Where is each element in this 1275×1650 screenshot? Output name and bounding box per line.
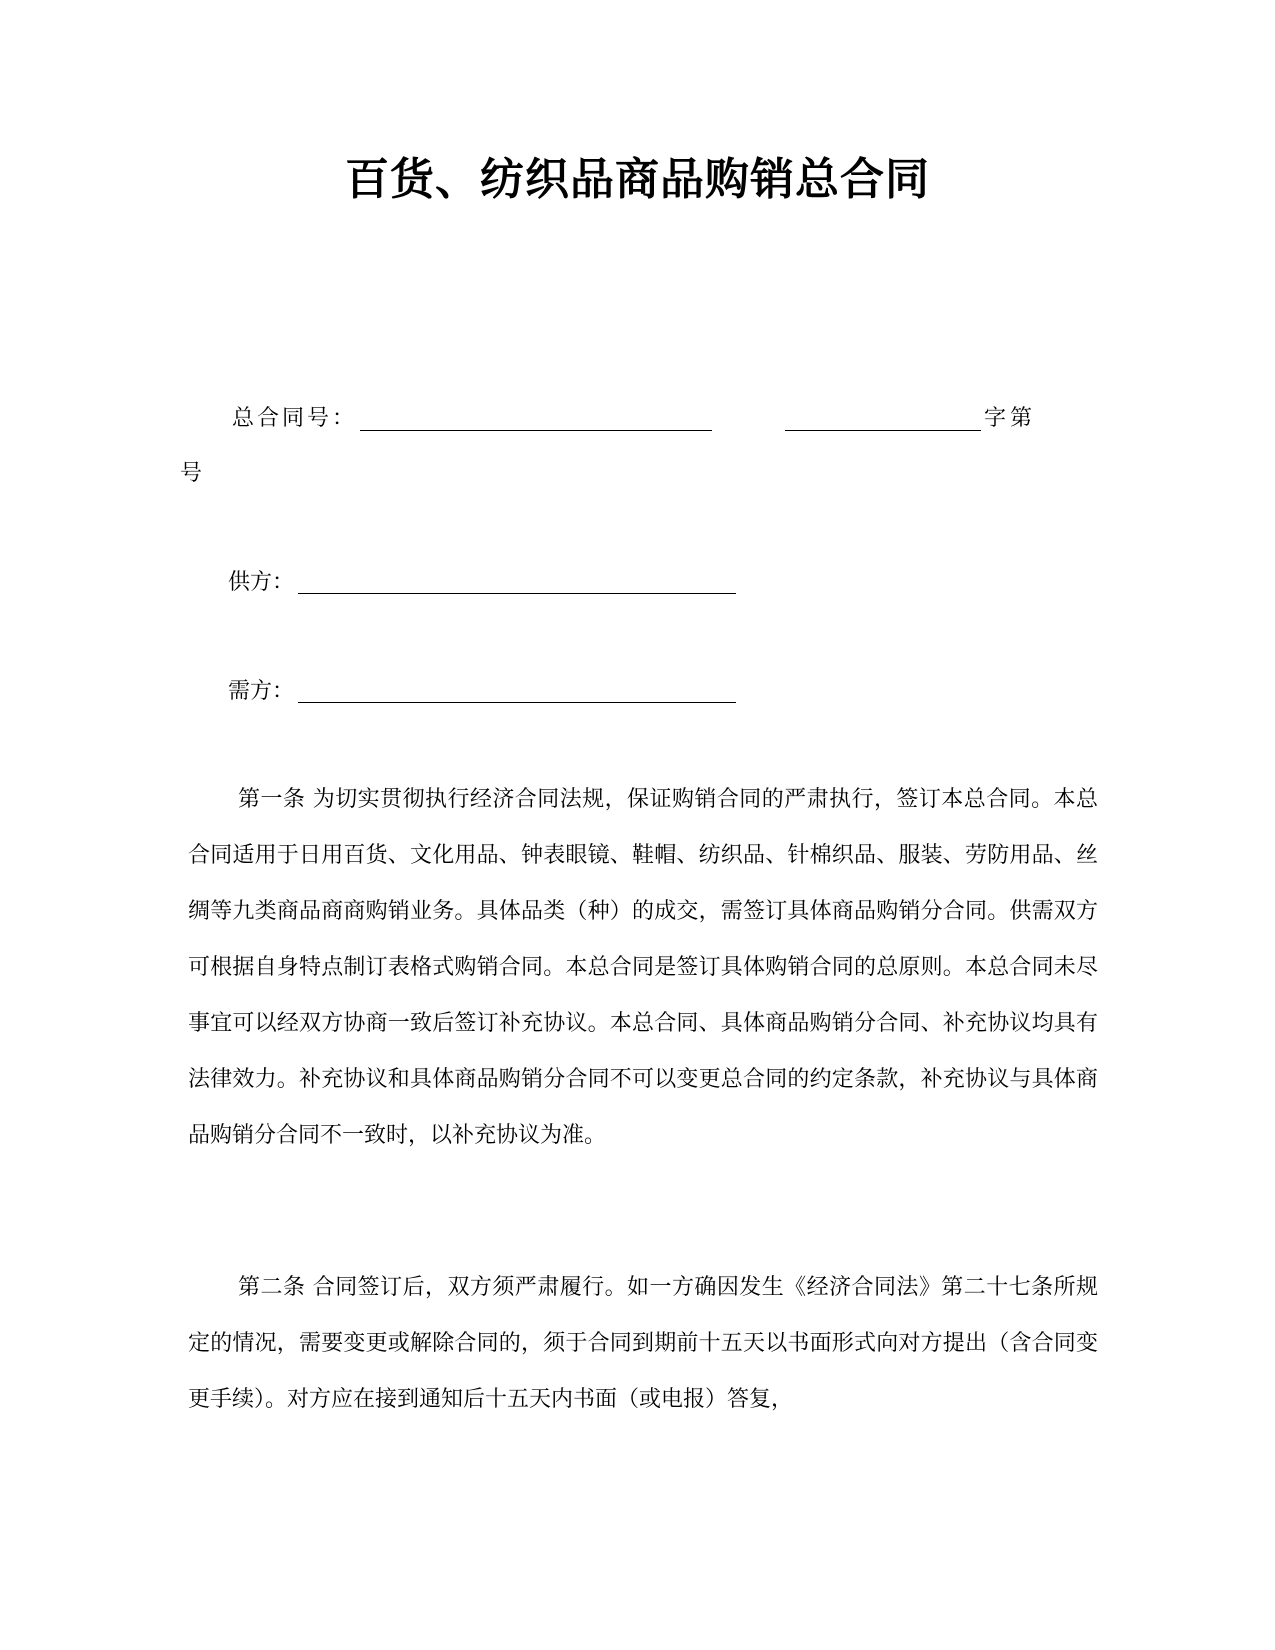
contract-number-suffix: 字第 bbox=[984, 406, 1037, 431]
buyer-label: 需方： bbox=[228, 679, 295, 704]
article-1: 第一条 为切实贯彻执行经济合同法规，保证购销合同的严肃执行，签订本总合同。本总合同适用于日用百货、文化用品、钟表眼镜、鞋帽、纺织品、针棉织品、服装、劳防用品、丝绸等九类商品商商购销业务。具体品类（种）的成交，需签订具体商品购销分合同。供需双方可根据自身特点制订表格式购销合同。本总合同是签订具体购销合同的总原则。本总合同未尽事宜可以经双方协商一致后签订补充协议。本总合同、具体商品购销分合同、补充协议均具有法律效力。补充协议和具体商品购销分合同不可以变更总合同的约定条款，补充协议与具体商品购销分合同不一致时，以补充协议为准。 bbox=[188, 787, 1098, 1148]
contract-number-wrap: 号 bbox=[180, 461, 203, 486]
buyer-blank[interactable] bbox=[298, 702, 736, 703]
supplier-blank[interactable] bbox=[298, 593, 736, 594]
contract-number-label: 总合同号： bbox=[232, 406, 358, 431]
supplier-label: 供方： bbox=[228, 570, 295, 595]
document-title: 百货、纺织品商品购销总合同 bbox=[345, 154, 930, 205]
article-2: 第二条 合同签订后，双方须严肃履行。如一方确因发生《经济合同法》第二十七条所规定的情况，需要变更或解除合同的，须于合同到期前十五天以书面形式向对方提出（含合同变更手续）。对方应在接到通知后十五天内书面（或电报）答复， bbox=[188, 1275, 1098, 1412]
contract-number-blank[interactable] bbox=[360, 430, 712, 431]
contract-prefix-blank[interactable] bbox=[785, 430, 981, 431]
